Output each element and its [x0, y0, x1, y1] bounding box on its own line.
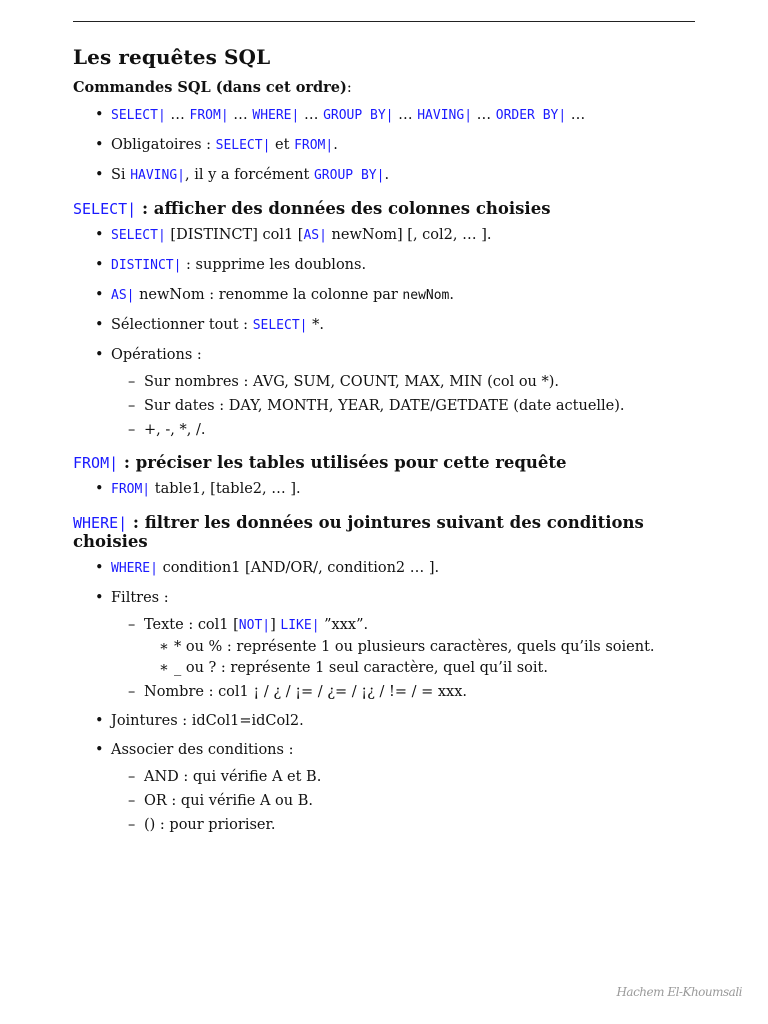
- sub-item: – () : pour prioriser.: [144, 816, 703, 834]
- text: Sélectionner tout :: [111, 317, 253, 333]
- list-item: [111, 286, 703, 305]
- assoc-list: [111, 768, 703, 834]
- list-item: [111, 226, 703, 245]
- kw-not: NOT|: [238, 618, 271, 633]
- sub-sub-item: ∗ _ ou ? : représente 1 seul caractère, quel qu’il soit.: [174, 659, 703, 677]
- kw-select: SELECT|: [111, 228, 166, 243]
- page-title: Les requêtes SQL: [73, 45, 271, 69]
- text: .: [384, 167, 390, 183]
- list-item-mandatory: [111, 136, 703, 155]
- list-item: [111, 316, 703, 335]
- text: , il y a forcément: [184, 167, 314, 183]
- kw-select: SELECT|: [111, 108, 166, 123]
- section-title: : filtrer les données ou jointures suivant des conditions choisies: [73, 513, 644, 551]
- text: newNom : renomme la colonne par: [134, 287, 403, 303]
- section-title: : préciser les tables utilisées pour cette requête: [118, 453, 567, 472]
- text: : supprime les doublons.: [181, 257, 367, 273]
- section-heading-where: [73, 513, 703, 551]
- text: .: [333, 137, 338, 153]
- sub-item-texte: [144, 616, 703, 677]
- sub-item: – Sur nombres : AVG, SUM, COUNT, MAX, MIN (col ou *).: [144, 373, 703, 391]
- kw-select: SELECT|: [215, 138, 271, 153]
- document-body: [73, 45, 703, 845]
- sub-item: – OR : qui vérifie A ou B.: [144, 792, 703, 810]
- kw-where: WHERE|: [252, 108, 300, 123]
- kw-select: SELECT|: [73, 200, 137, 218]
- sub-item: – Sur dates : DAY, MONTH, YEAR, DATE/GETDATE (date actuelle).: [144, 397, 703, 415]
- text: *.: [307, 317, 324, 333]
- sep: …: [165, 107, 190, 123]
- section-heading-from: [73, 453, 703, 472]
- wildcard-list: [144, 638, 703, 677]
- filters-list: [111, 616, 703, 701]
- text: newNom] [, col2, … ].: [326, 227, 492, 243]
- section-title: : afficher des données des colonnes choisies: [136, 199, 551, 218]
- kw-like: LIKE|: [280, 618, 320, 633]
- list-item-assoc: [111, 741, 703, 834]
- author-signature: Hachem El-Khoumsali: [616, 985, 742, 999]
- intro-heading: [73, 79, 703, 96]
- intro-list: [73, 106, 703, 185]
- code-newnom: newNom: [402, 288, 450, 303]
- kw-from: FROM|: [111, 482, 151, 497]
- list-item: [111, 480, 703, 499]
- kw-as: AS|: [111, 288, 135, 303]
- kw-as: AS|: [303, 228, 327, 243]
- kw-having: HAVING|: [417, 108, 473, 123]
- sep: …: [299, 107, 324, 123]
- text: table1, [table2, … ].: [150, 481, 301, 497]
- kw-group-by: GROUP BY|: [313, 168, 385, 183]
- list-item-joins: • Jointures : idCol1=idCol2.: [111, 712, 703, 730]
- kw-where: WHERE|: [111, 561, 158, 576]
- text: Associer des conditions :: [111, 742, 294, 758]
- sub-item: – +, -, *, /.: [144, 421, 703, 439]
- text: ]: [270, 617, 281, 633]
- sub-item: – AND : qui vérifie A et B.: [144, 768, 703, 786]
- sep: …: [566, 107, 586, 123]
- list-item-order: [111, 106, 703, 125]
- select-list: [73, 226, 703, 439]
- kw-select: SELECT|: [252, 318, 308, 333]
- kw-from: FROM|: [189, 108, 229, 123]
- text: et: [270, 137, 295, 153]
- where-list: [73, 559, 703, 834]
- text: .: [449, 287, 454, 303]
- list-item: [111, 256, 703, 275]
- sub-sub-item: ∗ * ou % : représente 1 ou plusieurs caractères, quels qu’ils soient.: [174, 638, 703, 656]
- text: Si: [111, 167, 131, 183]
- list-item-having: [111, 166, 703, 185]
- text: ”xxx”.: [319, 617, 369, 633]
- list-item: [111, 559, 703, 578]
- text: Obligatoires :: [111, 137, 216, 153]
- kw-distinct: DISTINCT|: [111, 258, 182, 273]
- text: Opérations :: [111, 347, 202, 363]
- kw-where: WHERE|: [73, 514, 128, 532]
- text: Filtres :: [111, 590, 169, 606]
- kw-order-by: ORDER BY|: [495, 108, 567, 123]
- sep: …: [228, 107, 253, 123]
- kw-having: HAVING|: [130, 168, 185, 183]
- list-item-filters: [111, 589, 703, 701]
- list-item-operations: [111, 346, 703, 439]
- section-heading-select: [73, 199, 703, 218]
- sub-item-nombre: – Nombre : col1 ¡ / ¿ / ¡= / ¿= / ¡¿ / != / = xxx.: [144, 683, 703, 701]
- text: [DISTINCT] col1 [: [165, 227, 304, 243]
- text: condition1 [AND/OR/, condition2 … ].: [157, 560, 440, 576]
- sep: …: [472, 107, 496, 123]
- kw-from: FROM|: [73, 454, 119, 472]
- from-list: [73, 480, 703, 499]
- kw-from: FROM|: [294, 138, 334, 153]
- kw-group-by: GROUP BY|: [323, 108, 394, 123]
- text: Texte : col1 [: [144, 617, 239, 633]
- top-rule: [73, 21, 695, 22]
- intro-label: Commandes SQL (dans cet ordre): [73, 79, 347, 96]
- sep: …: [393, 107, 418, 123]
- intro-colon: :: [346, 80, 352, 96]
- operations-list: [111, 373, 703, 439]
